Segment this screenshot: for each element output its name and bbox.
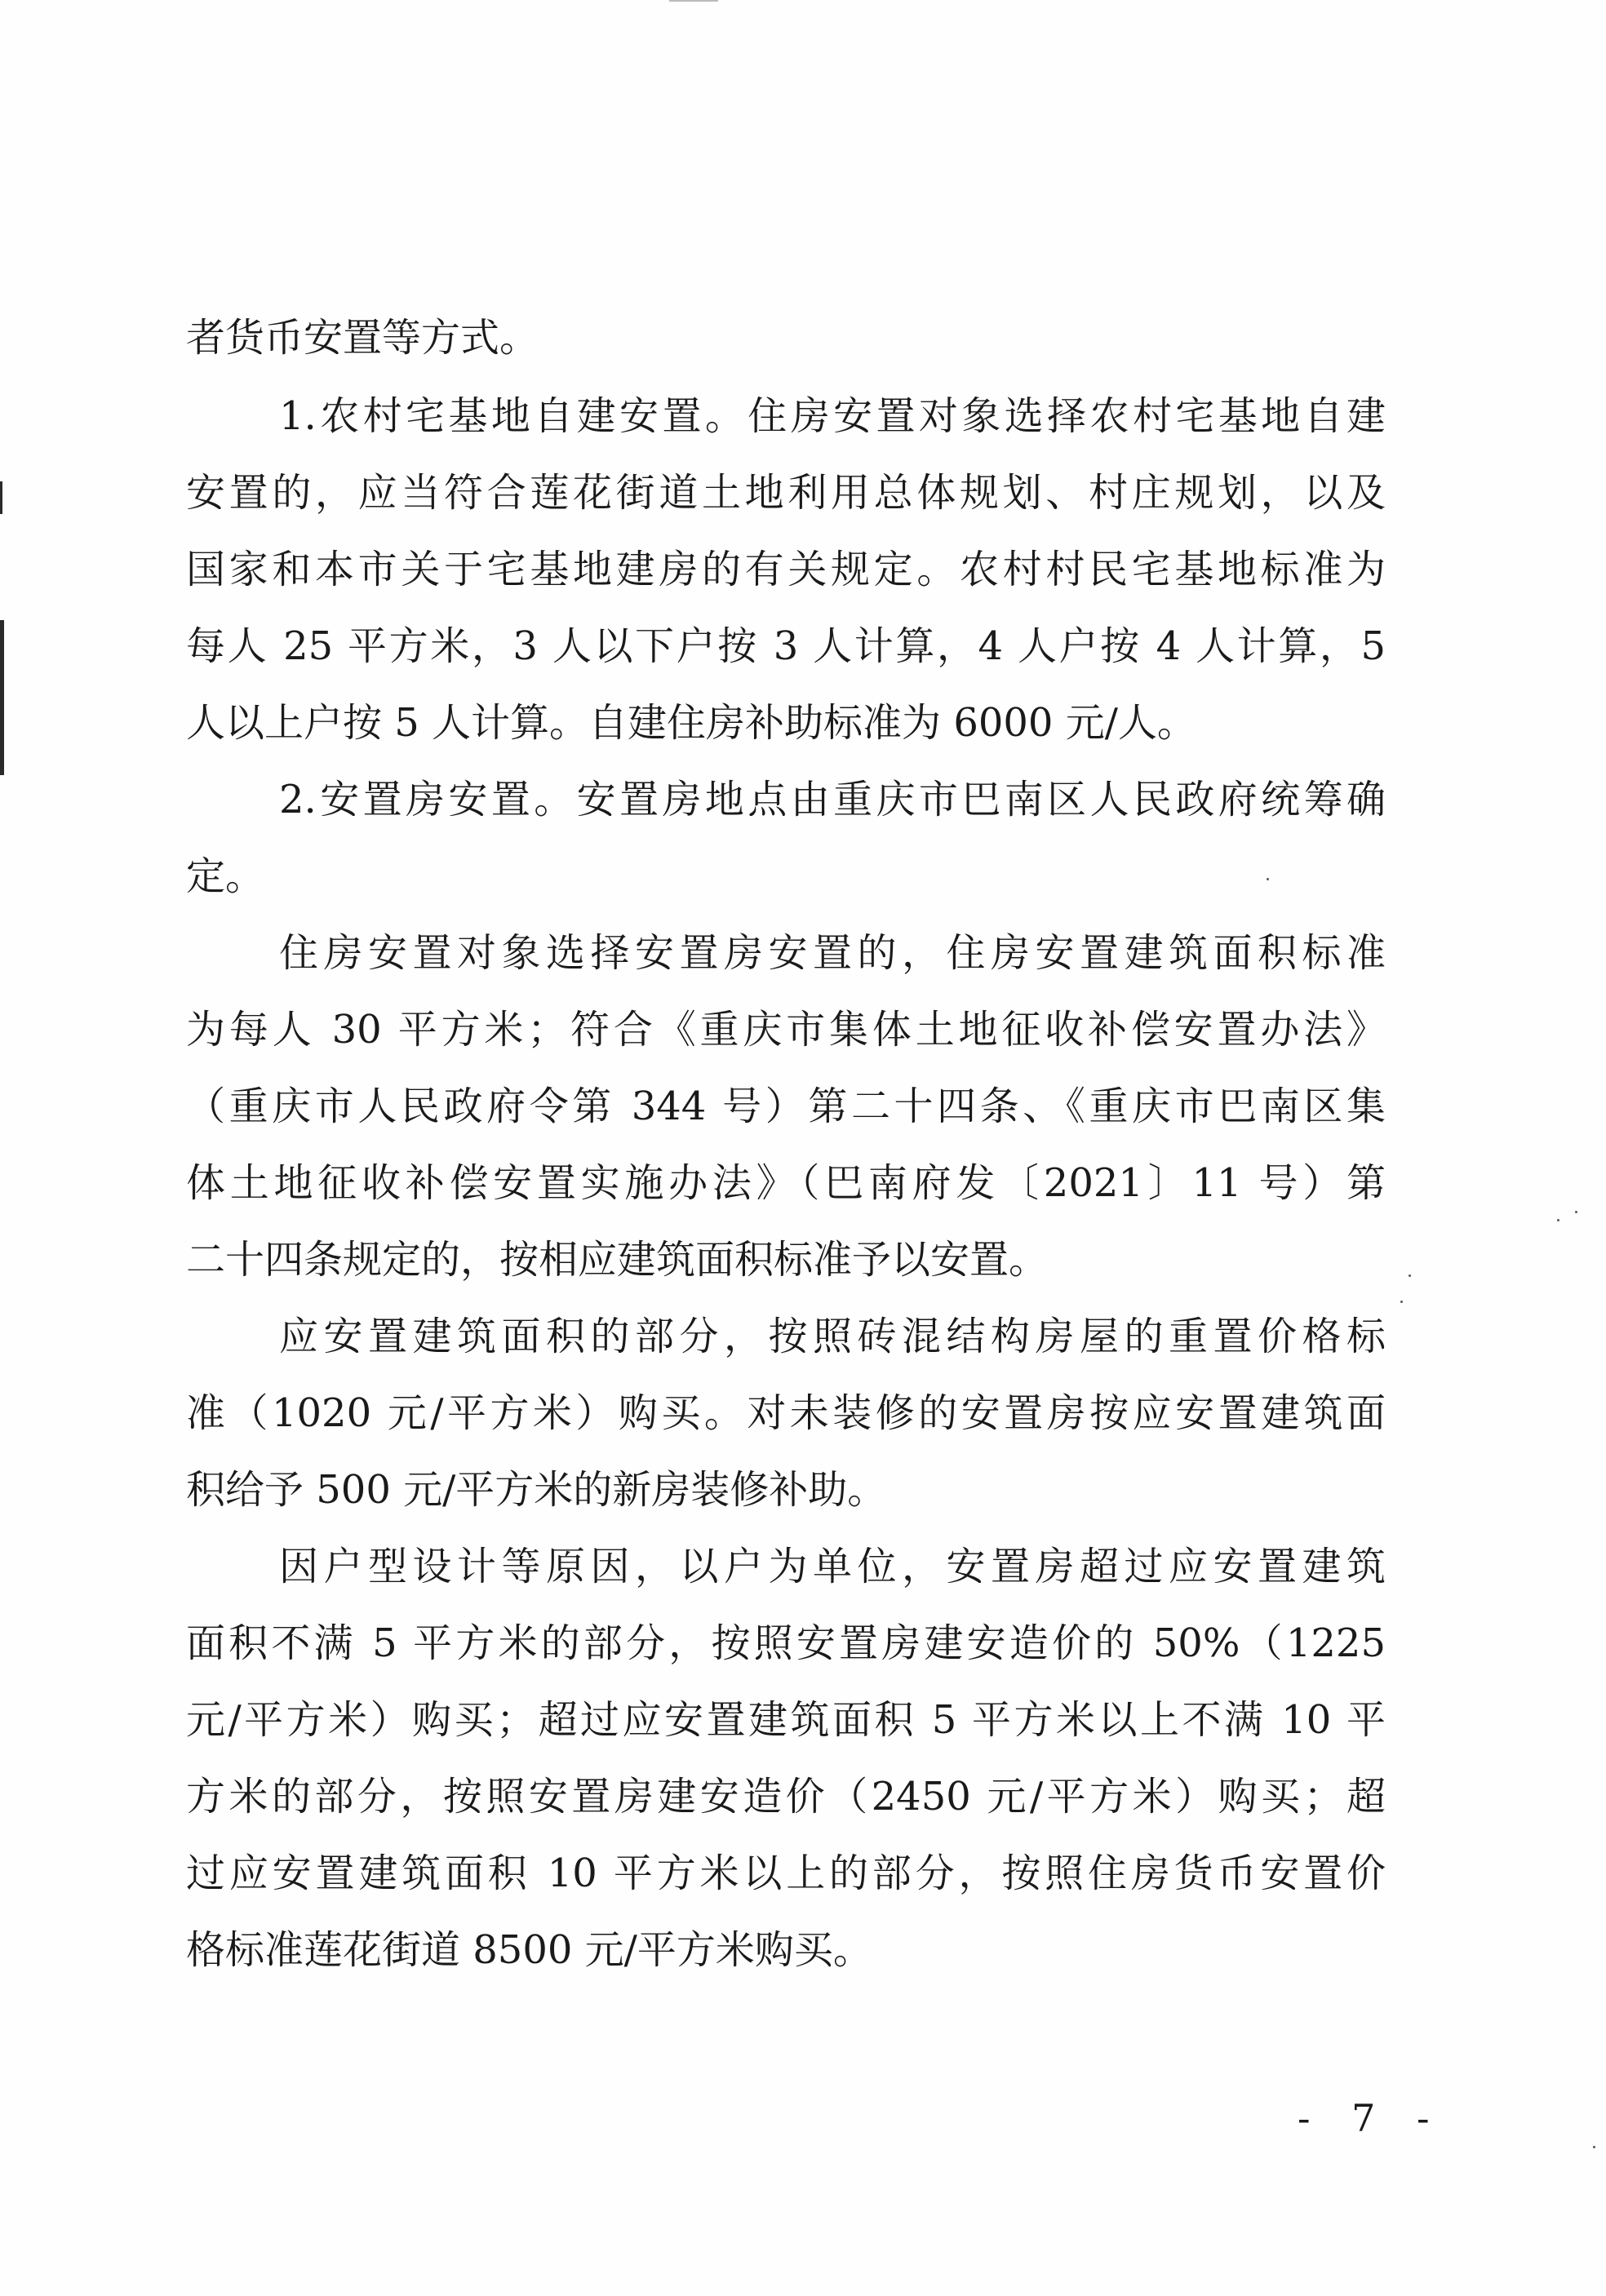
paragraph-line: 安置的，应当符合莲花街道土地利用总体规划、村庄规划，以及 <box>186 470 1386 516</box>
paragraph-line: 国家和本市关于宅基地建房的有关规定。农村村民宅基地标准为 <box>186 547 1386 592</box>
scan-dot <box>1557 1219 1559 1221</box>
paragraph-line: 积给予 500 元/平方米的新房装修补助。 <box>186 1467 887 1513</box>
scan-dot <box>1409 1274 1411 1277</box>
paragraph-line: 定。 <box>186 853 265 899</box>
paragraph-line: 每人 25 平方米，3 人以下户按 3 人计算，4 人户按 4 人计算，5 <box>186 623 1386 669</box>
paragraph-line: 体土地征收补偿安置实施办法》（巴南府发〔2021〕11 号）第 <box>186 1160 1386 1206</box>
paragraph-line: 应安置建筑面积的部分，按照砖混结构房屋的重置价格标 <box>279 1314 1386 1359</box>
binding-mark-lower <box>0 620 4 775</box>
paragraph-line: 准（1020 元/平方米）购买。对未装修的安置房按应安置建筑面 <box>186 1390 1386 1436</box>
paragraph-line: 因户型设计等原因，以户为单位，安置房超过应安置建筑 <box>279 1544 1386 1589</box>
scan-dot <box>1593 2146 1595 2148</box>
paragraph-line: 过应安置建筑面积 10 平方米以上的部分，按照住房货币安置价 <box>186 1851 1386 1896</box>
scan-dot <box>1575 1211 1577 1213</box>
paragraph-line: 2.安置房安置。安置房地点由重庆市巴南区人民政府统筹确 <box>279 777 1386 822</box>
scan-edge-mark <box>669 0 718 2</box>
paragraph-line: 为每人 30 平方米；符合《重庆市集体土地征收补偿安置办法》 <box>186 1007 1386 1053</box>
paragraph-line: 人以上户按 5 人计算。自建住房补助标准为 6000 元/人。 <box>186 700 1196 746</box>
paragraph-line: 二十四条规定的，按相应建筑面积标准予以安置。 <box>186 1237 1049 1283</box>
paragraph-line: 面积不满 5 平方米的部分，按照安置房建安造价的 50%（1225 <box>186 1620 1386 1666</box>
paragraph-line: 方米的部分，按照安置房建安造价（2450 元/平方米）购买；超 <box>186 1774 1386 1820</box>
scan-dot <box>1400 1301 1403 1303</box>
paragraph-line: 1.农村宅基地自建安置。住房安置对象选择农村宅基地自建 <box>279 393 1386 439</box>
paragraph-line: 元/平方米）购买；超过应安置建筑面积 5 平方米以上不满 10 平 <box>186 1697 1386 1743</box>
paragraph-line: （重庆市人民政府令第 344 号）第二十四条、《重庆市巴南区集 <box>186 1084 1386 1129</box>
paragraph-line: 者货币安置等方式。 <box>186 315 539 361</box>
binding-mark-upper <box>0 481 2 514</box>
paragraph-line: 住房安置对象选择安置房安置的，住房安置建筑面积标准 <box>279 930 1386 976</box>
page-number: - 7 - <box>1298 2096 1444 2140</box>
paragraph-line: 格标准莲花街道 8500 元/平方米购买。 <box>186 1927 872 1973</box>
